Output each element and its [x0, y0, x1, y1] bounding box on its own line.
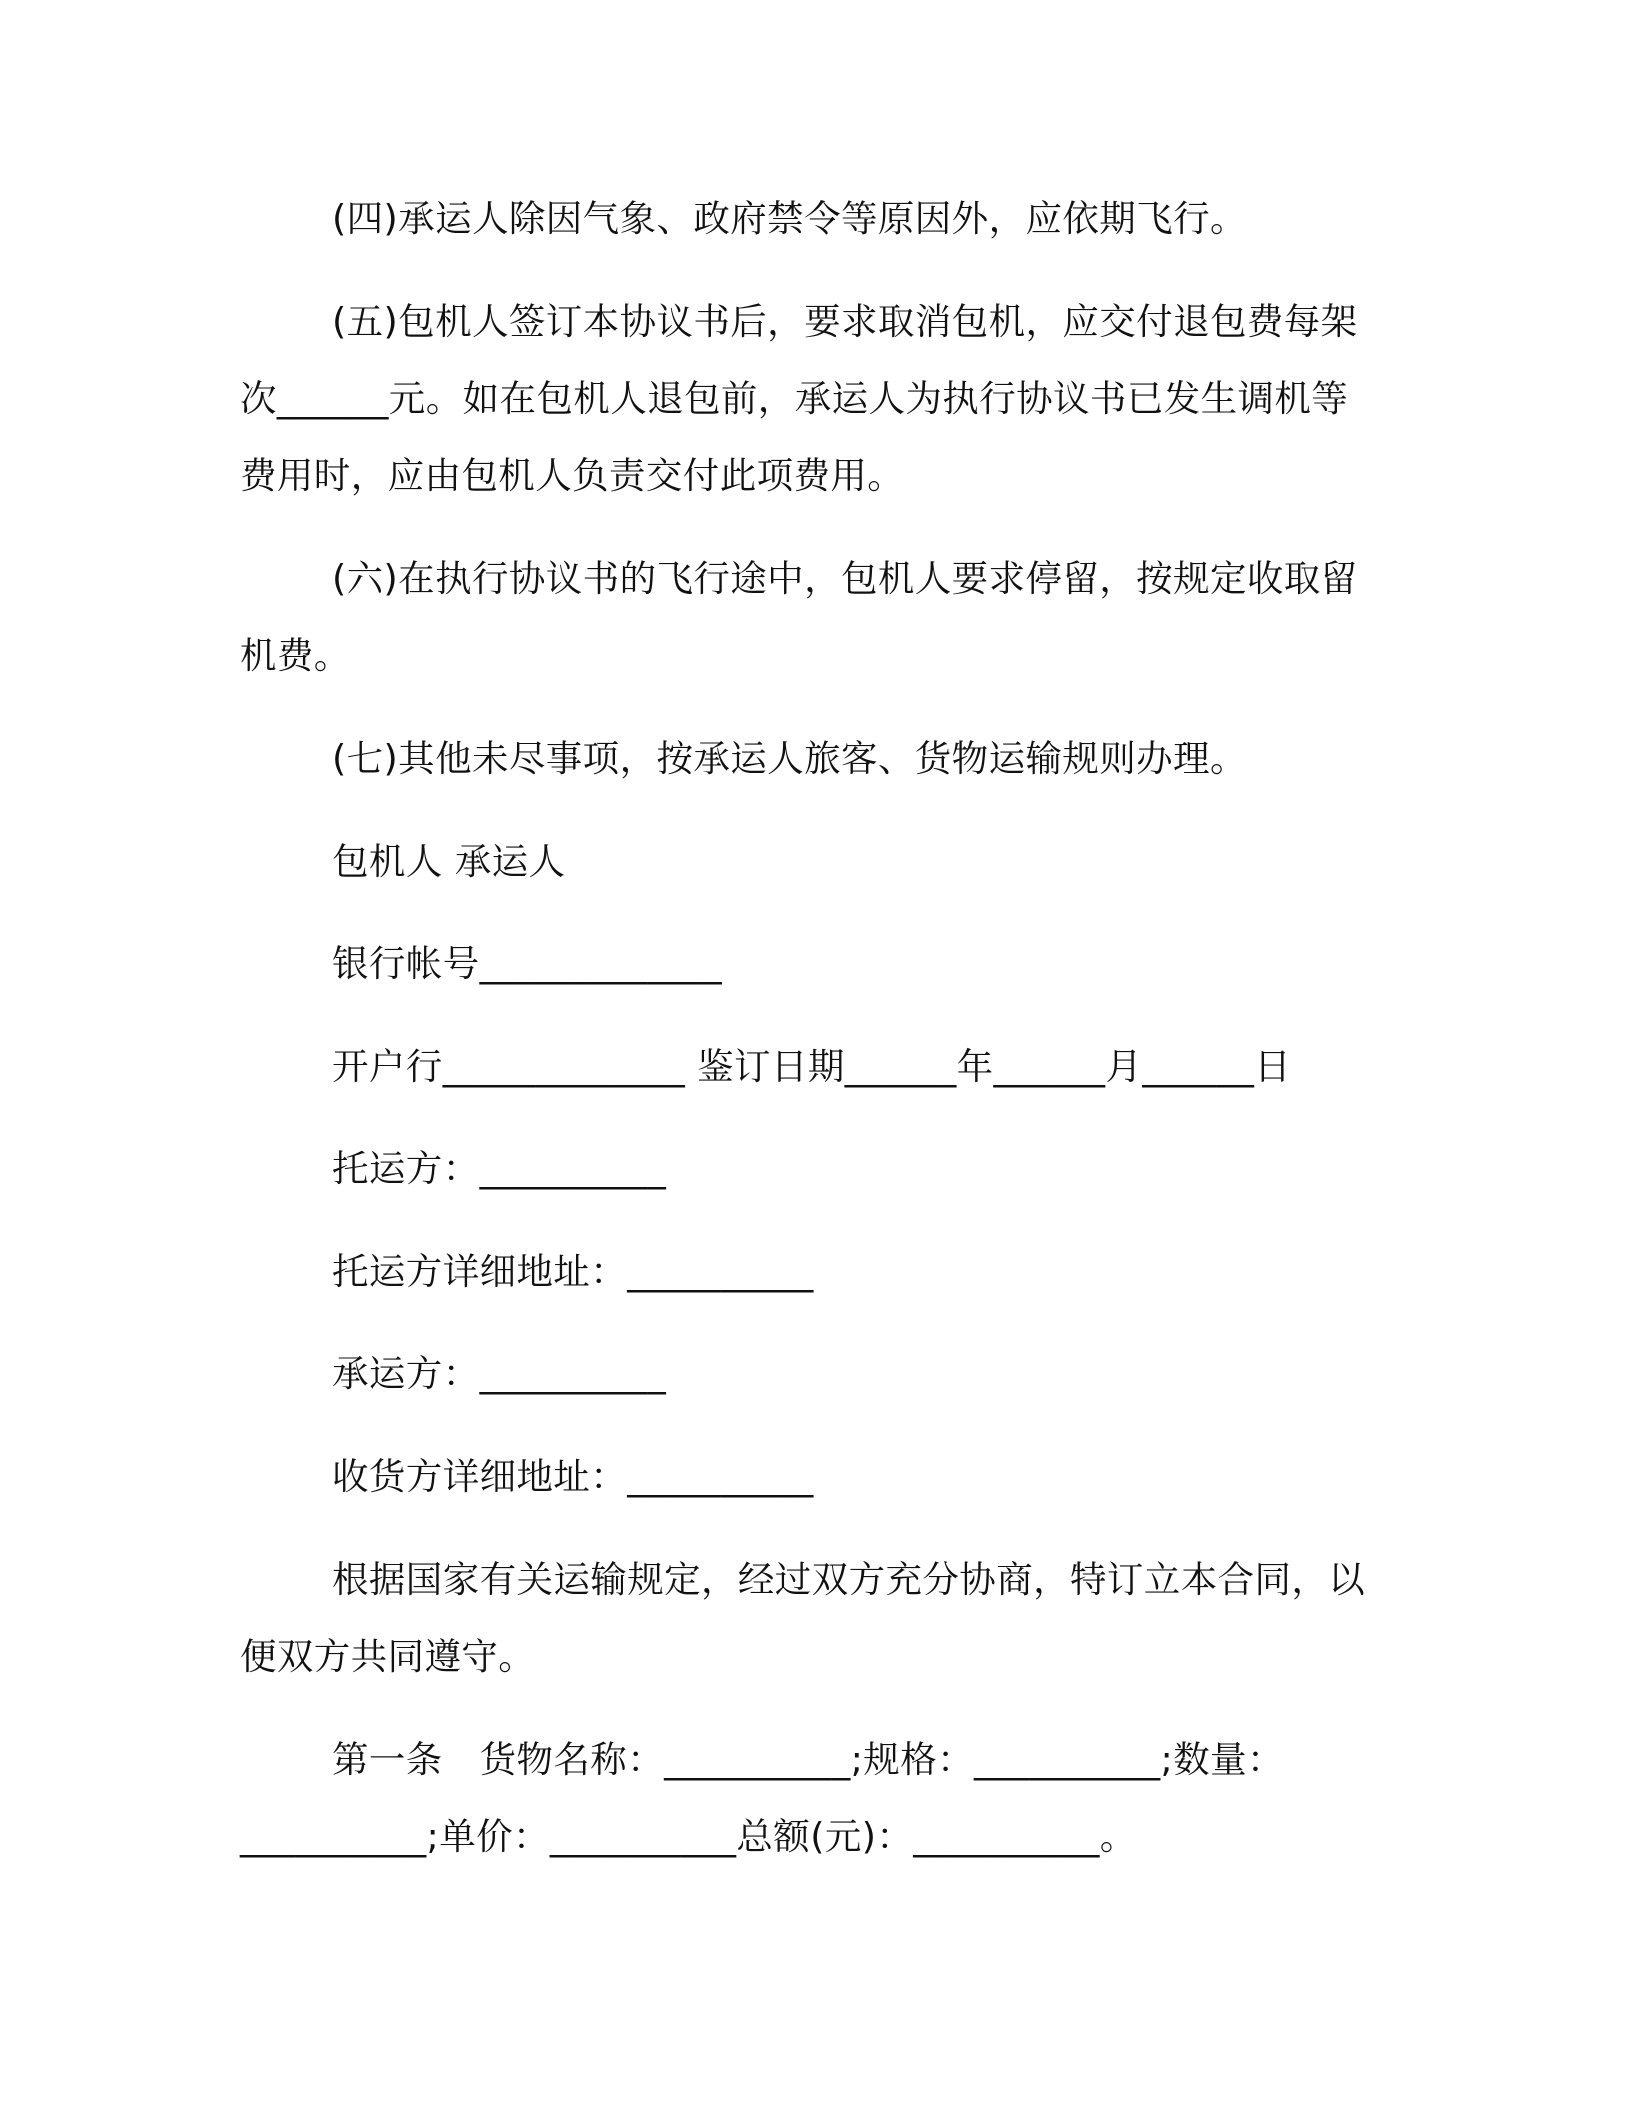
preamble-line-1: 根据国家有关运输规定，经过双方充分协商，特订立本合同，以: [332, 1558, 1366, 1601]
clause-5-line-1: (五)包机人签订本协议书后，要求取消包机，应交付退包费每架: [332, 300, 1358, 343]
preamble-line-2: 便双方共同遵守。: [240, 1635, 536, 1678]
clause-5-line-3: 费用时，应由包机人负责交付此项费用。: [240, 454, 905, 497]
clause-4: (四)承运人除因气象、政府禁令等原因外，应依期飞行。: [332, 197, 1247, 240]
article-1-line-1: 第一条 货物名称：__________;规格：__________;数量：: [332, 1738, 1284, 1781]
clause-6-line-2: 机费。: [240, 634, 351, 677]
carrier-field: 承运方：__________: [332, 1352, 667, 1395]
article-1-line-2: __________;单价：__________总额(元)：__________。: [240, 1815, 1137, 1858]
bank-account-field: 银行帐号_____________: [332, 942, 723, 985]
clause-5-line-2: 次______元。如在包机人退包前，承运人为执行协议书已发生调机等: [240, 377, 1349, 420]
shipper-field: 托运方：__________: [332, 1147, 667, 1190]
clause-7: (七)其他未尽事项，按承运人旅客、货物运输规则办理。: [332, 737, 1247, 780]
clause-6-line-1: (六)在执行协议书的飞行途中，包机人要求停留，按规定收取留: [332, 557, 1358, 600]
shipper-address-field: 托运方详细地址：__________: [332, 1250, 814, 1293]
parties-line: 包机人 承运人: [332, 840, 566, 883]
consignee-address-field: 收货方详细地址：__________: [332, 1455, 814, 1498]
bank-and-date-field: 开户行_____________ 鉴订日期______年______月______日: [332, 1045, 1292, 1088]
